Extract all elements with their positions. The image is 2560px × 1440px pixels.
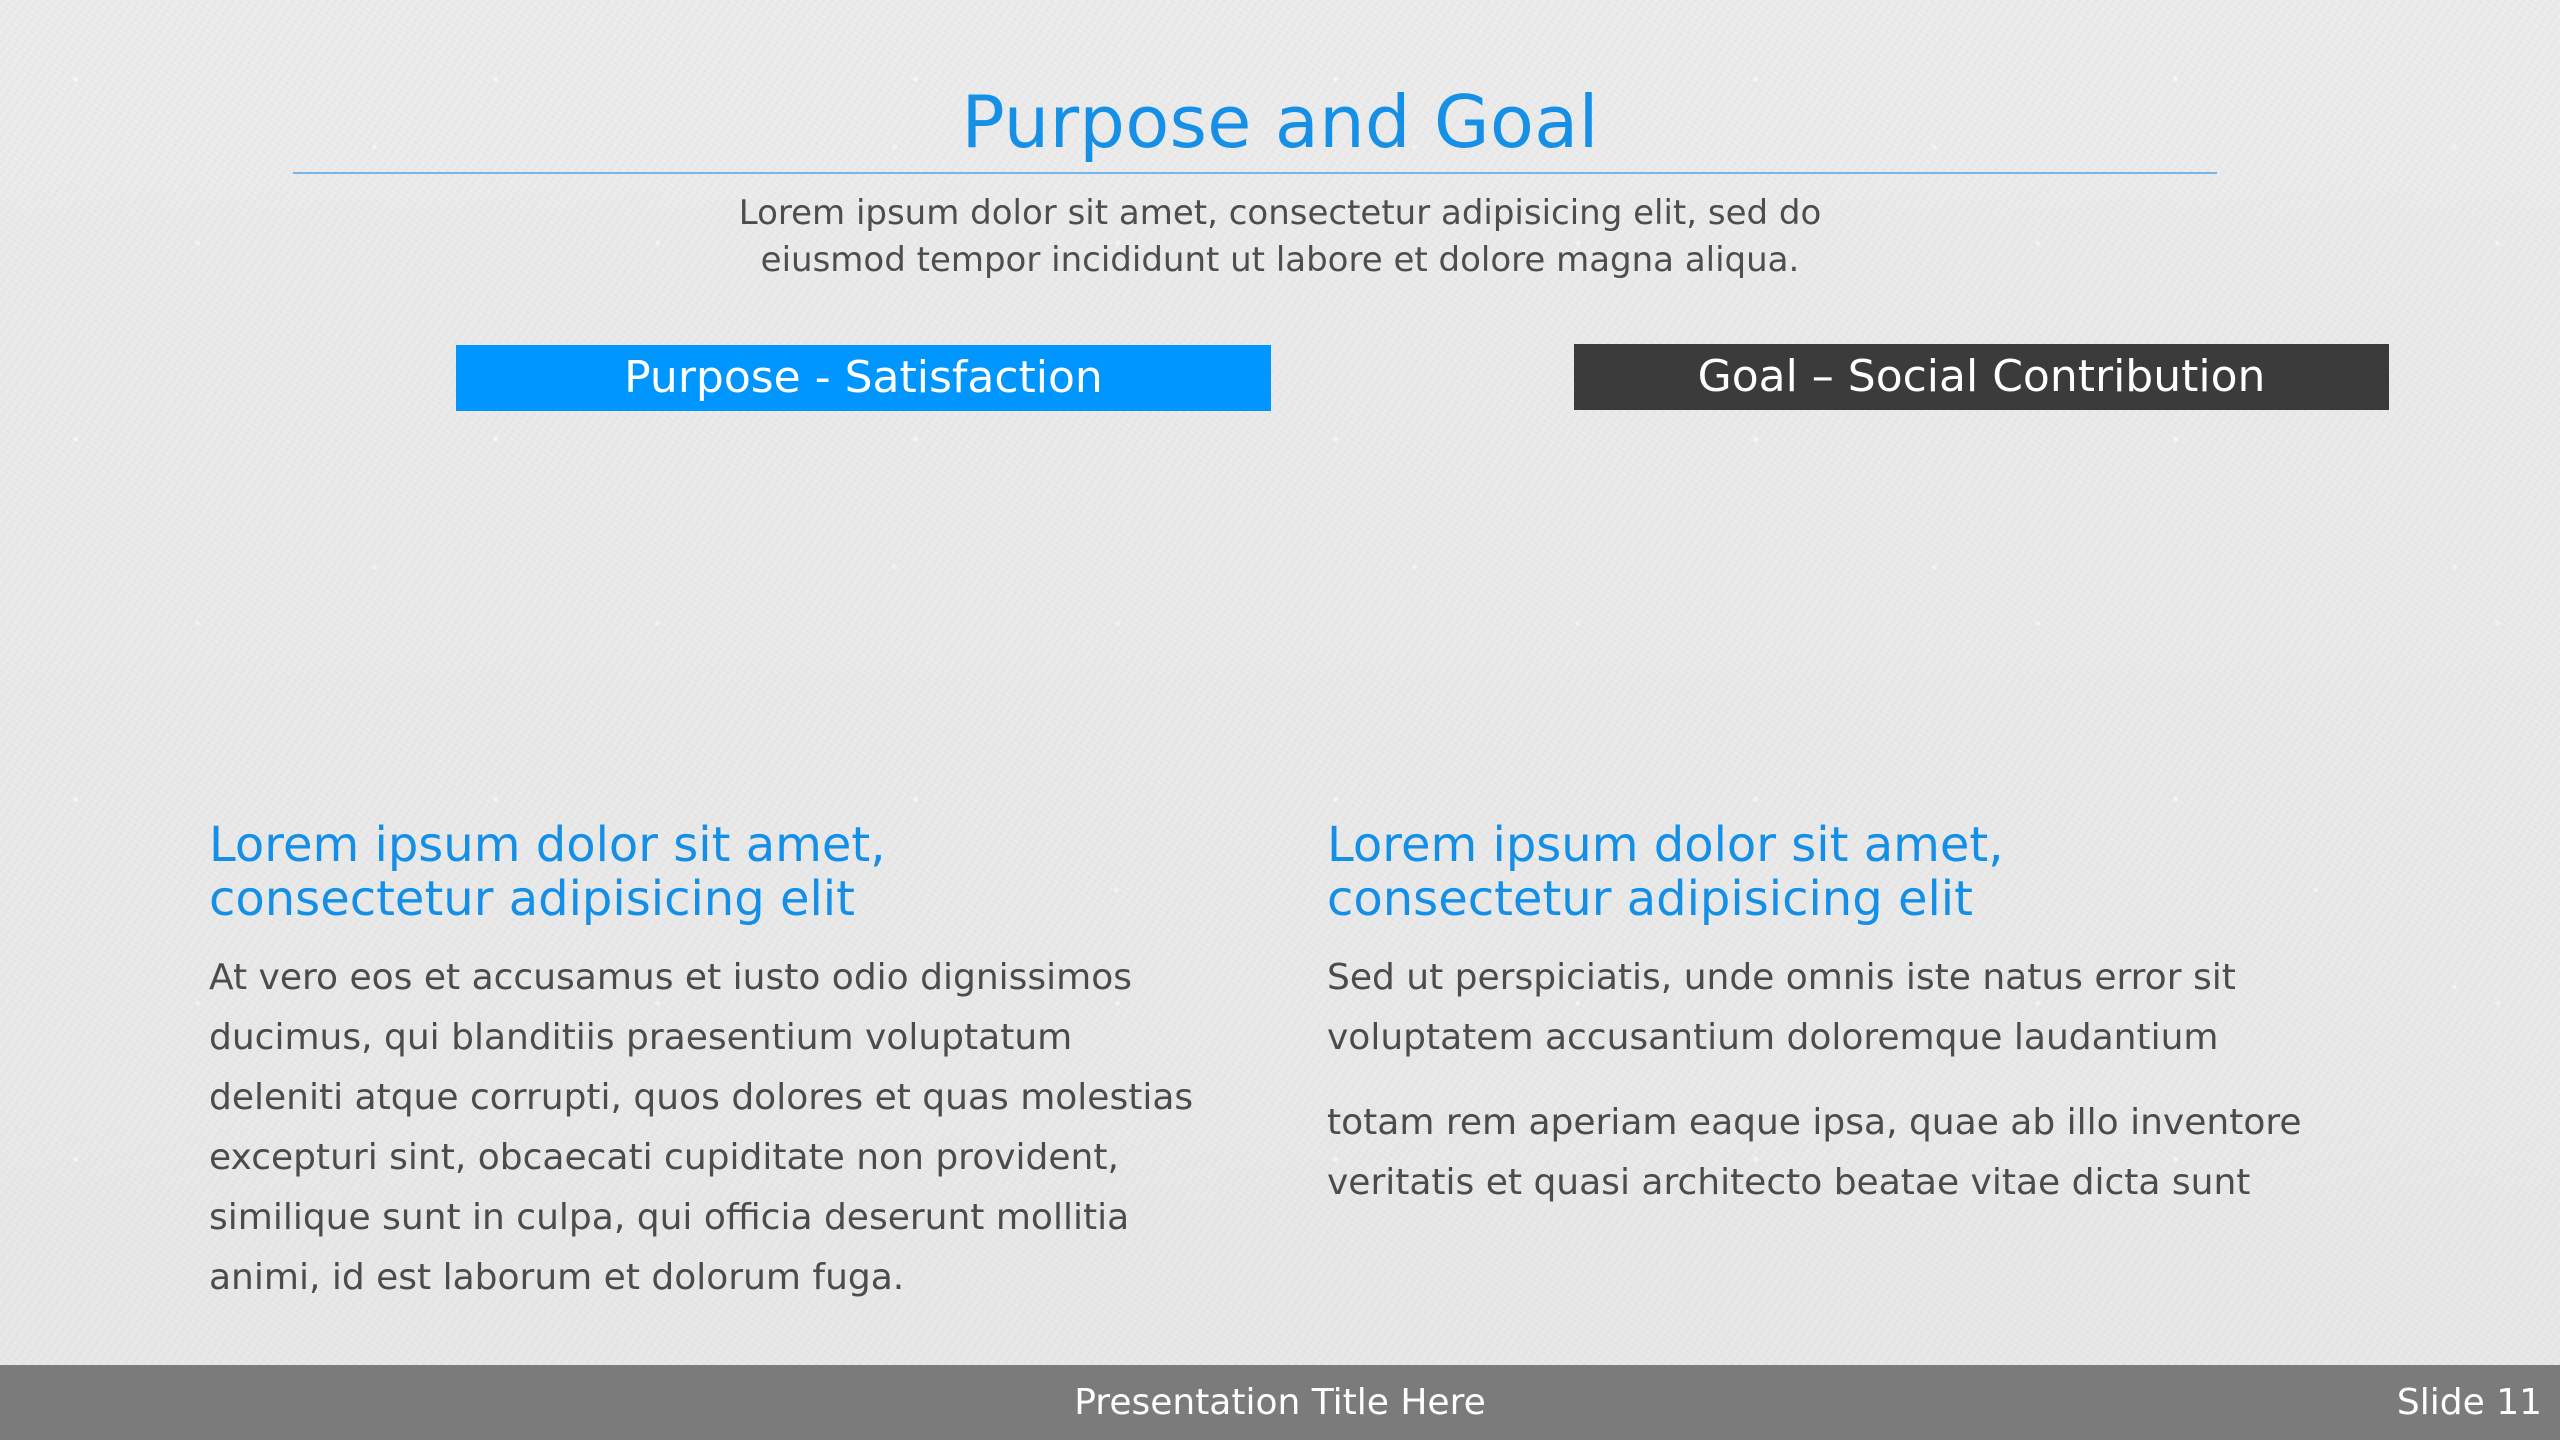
right-paragraph-2-line-1: totam rem aperiam eaque ipsa, quae ab illo inventore (1327, 1102, 2302, 1143)
slide-number: Slide 11 (2396, 1382, 2542, 1423)
right-paragraph-2-line-2: veritatis et quasi architecto beatae vitae dicta sunt (1327, 1162, 2251, 1203)
left-heading-line-2: consectetur adipisicing elit (209, 871, 855, 927)
right-column-paragraph-1 (1327, 948, 2347, 1068)
left-paragraph-line-4: excepturi sint, obcaecati cupiditate non provident, (209, 1137, 1119, 1178)
left-column-heading (209, 818, 1209, 926)
slide-subtitle (620, 190, 1940, 284)
left-column-paragraph-wrap (209, 948, 1229, 1308)
goal-label: Goal – Social Contribution (1574, 344, 2389, 410)
right-paragraph-1-line-1: Sed ut perspiciatis, unde omnis iste natus error sit (1327, 957, 2236, 998)
right-paragraph-1-line-2: voluptatem accusantium doloremque laudantium (1327, 1017, 2219, 1058)
right-column-paragraph-2 (1327, 1093, 2347, 1213)
right-heading-line-2: consectetur adipisicing elit (1327, 871, 1973, 927)
presentation-title: Presentation Title Here (1074, 1382, 1486, 1423)
right-column-paragraph-wrap (1327, 948, 2347, 1213)
left-column-paragraph (209, 948, 1229, 1308)
subtitle-line-1: Lorem ipsum dolor sit amet, consectetur adipisicing elit, sed do (738, 193, 1822, 233)
right-content-column (1327, 818, 2347, 1213)
left-heading-line-1: Lorem ipsum dolor sit amet, (209, 817, 886, 873)
right-heading-line-1: Lorem ipsum dolor sit amet, (1327, 817, 2004, 873)
left-paragraph-line-5: similique sunt in culpa, qui officia deserunt mollitia (209, 1197, 1130, 1238)
slide-title: Purpose and Goal (961, 80, 1599, 164)
title-divider (293, 172, 2217, 174)
left-paragraph-line-3: deleniti atque corrupti, quos dolores et quas molestias (209, 1077, 1194, 1118)
left-paragraph-line-1: At vero eos et accusamus et iusto odio dignissimos (209, 957, 1133, 998)
subtitle-line-2: eiusmod tempor incididunt ut labore et dolore magna aliqua. (760, 240, 1800, 280)
purpose-label: Purpose - Satisfaction (456, 345, 1271, 411)
left-paragraph-line-2: ducimus, qui blanditiis praesentium voluptatum (209, 1017, 1073, 1058)
left-content-column (209, 818, 1229, 1308)
right-column-heading (1327, 818, 2327, 926)
left-paragraph-line-6: animi, id est laborum et dolorum fuga. (209, 1257, 905, 1298)
